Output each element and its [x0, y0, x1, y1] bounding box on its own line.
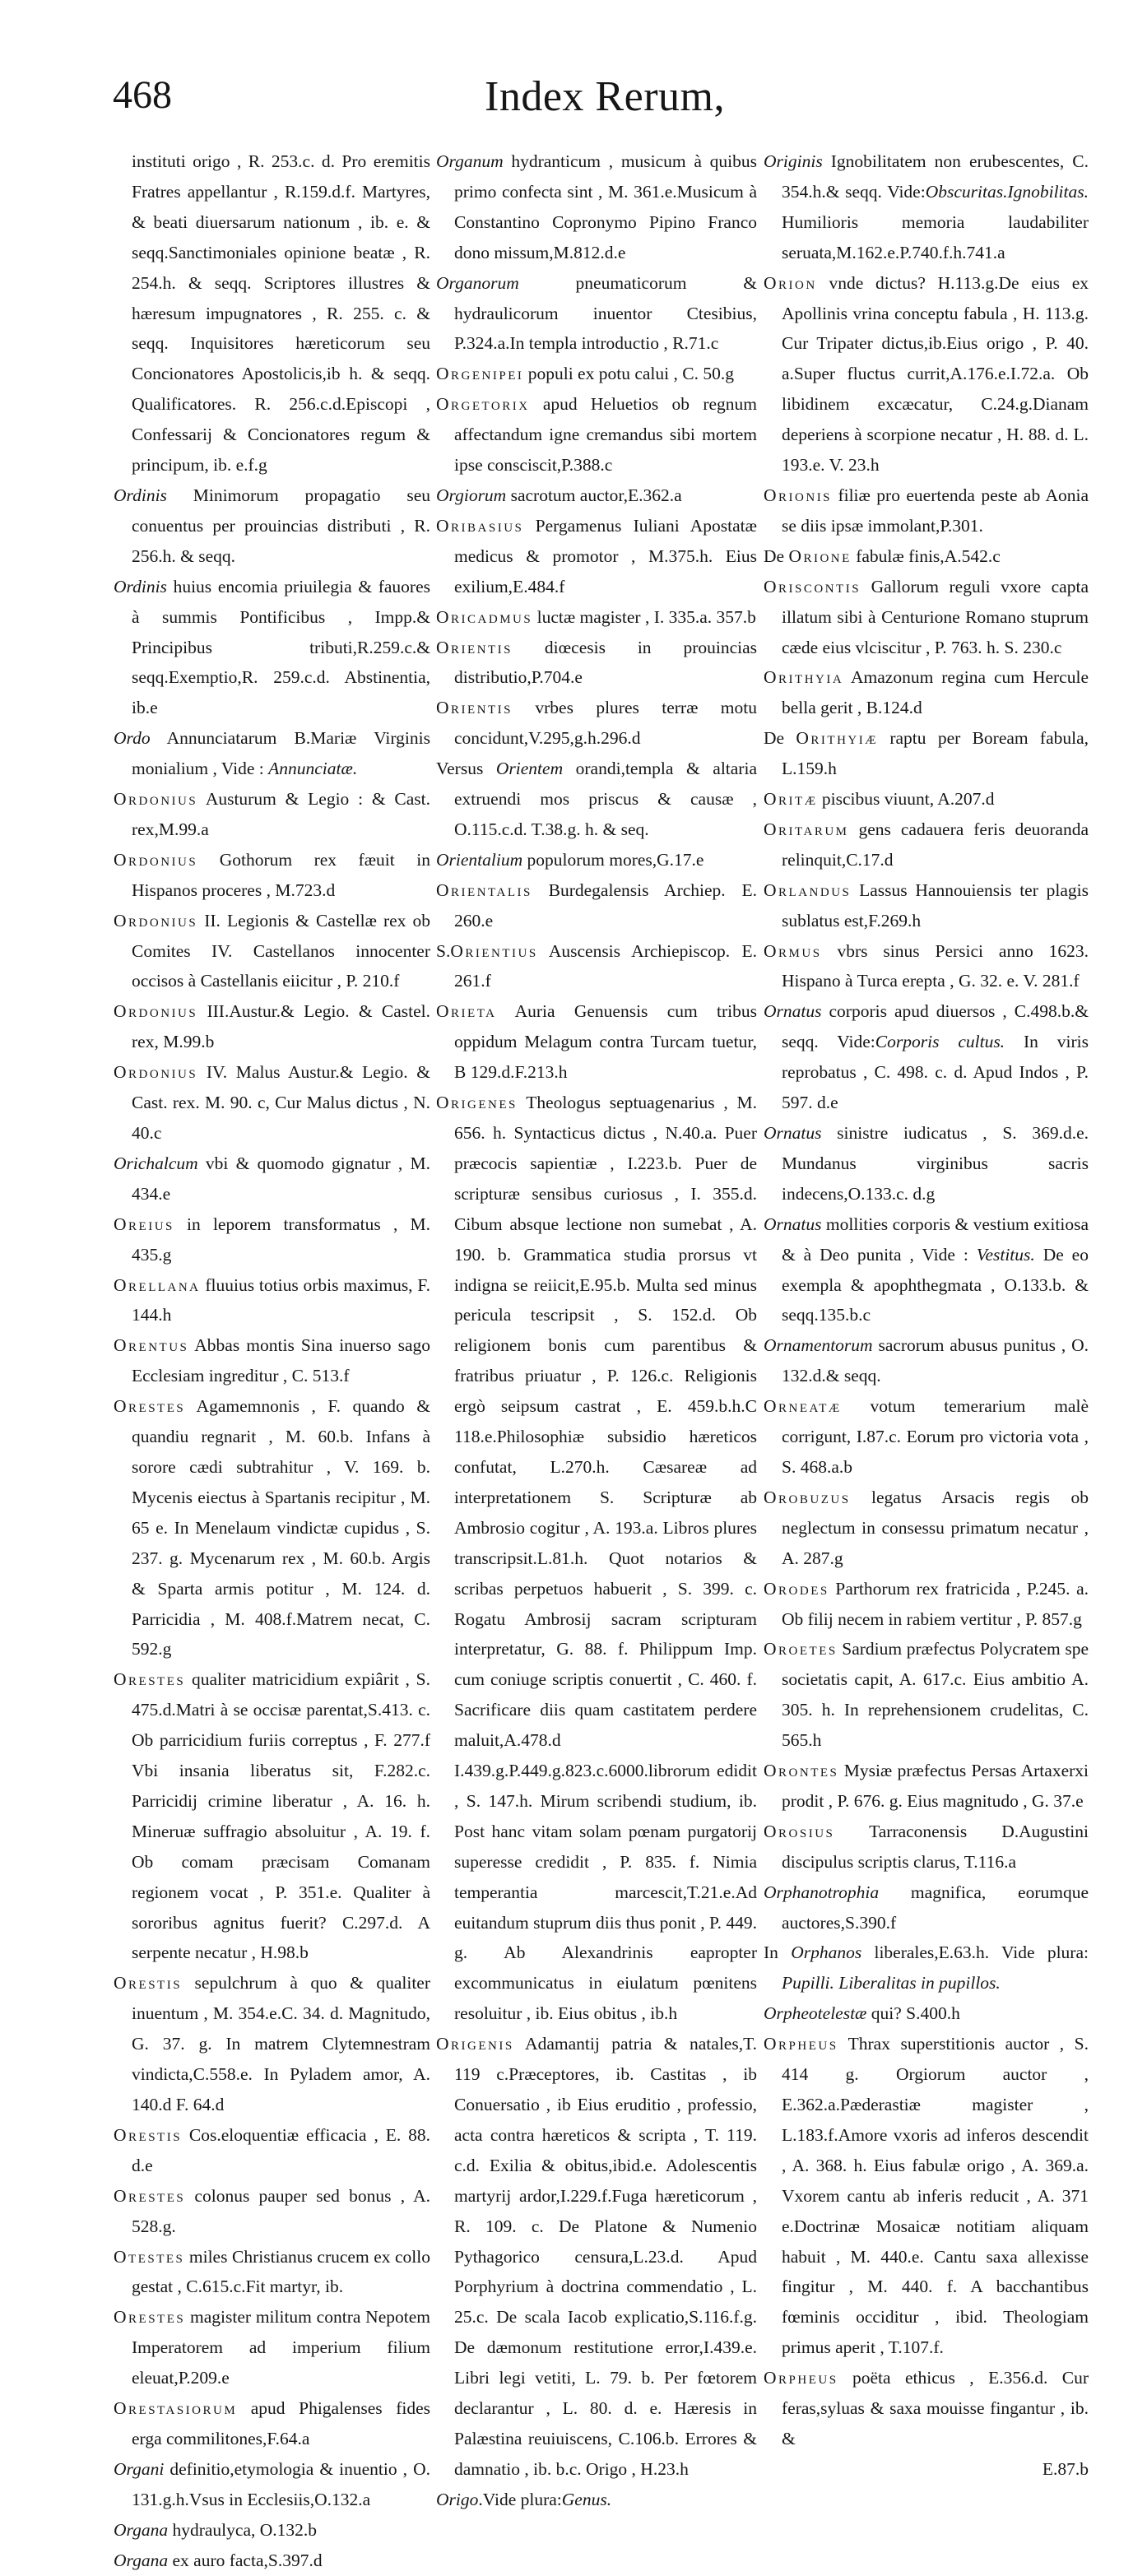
- index-entry: [114, 2302, 430, 2393]
- entry-text: legatus Arsacis regis ob neglectum in consessu primatum necatur , A. 287.g: [782, 1487, 1089, 1568]
- entry-text: apud Heluetios ob regnum affectandum igne cremandus sibi mortem ipse consciscit,P.388.c: [454, 394, 757, 476]
- index-entry: [764, 1998, 1089, 2029]
- entry-cross-reference: Obscuritas.Ignobilitas.: [925, 181, 1089, 202]
- entry-text: qualiter matricidium expiârit , S. 475.d.Matri à se occisæ parentat,S.413. c. Ob parricidium furiis correptus , F. 277.f Vbi insania liberatus sit, F.282.c. Parricidij crimine liberatur , A. 16. h. Mineruæ suffragio absoluitur , A. 19. f. Ob comam præcisam Comanam regionem vocat , P. 351.e. Qualiter à sororibus agnitus fuerit? C.297.d. A serpente necatur , H.98.b: [132, 1669, 430, 1963]
- index-entry: [436, 936, 757, 997]
- entry-headword: Orentus: [114, 1335, 189, 1356]
- entry-text: Burdegalensis Archiep. E. 260.e: [454, 880, 757, 931]
- entry-headword: Orellana: [114, 1274, 201, 1295]
- entry-headword: Orionis: [764, 485, 833, 505]
- entry-prefix: In: [764, 1942, 792, 1963]
- entry-text: huius encomia priuilegia & fauores à summis Pontificibus , Impp.& Principibus tributi,R.259.c.& seqq.Exemptio,R. 259.c.d. Abstinentia, ib.e: [132, 576, 430, 718]
- entry-text: Cos.eloquentiæ efficacia , E. 88. d.e: [132, 2124, 430, 2175]
- entry-text: Abbas montis Sina inuerso sago Ecclesiam ingreditur , C. 513.f: [132, 1335, 430, 1386]
- entry-text: definitio,etymologia & inuentio , O. 131.g.h.Vsus in Ecclesiis,O.132.a: [132, 2458, 430, 2509]
- index-entry: [764, 815, 1089, 875]
- entry-cross-reference: Vestitus.: [976, 1244, 1035, 1265]
- index-entry: [114, 480, 430, 572]
- index-entry: [436, 633, 757, 694]
- index-entry: [764, 1634, 1089, 1756]
- entry-text: vbrs sinus Persici anno 1623. Hispano à Turca erepta , G. 32. e. V. 281.f: [782, 940, 1089, 991]
- index-entry: [436, 2485, 757, 2515]
- entry-headword: Orientalium: [436, 849, 523, 870]
- entry-headword: Organa: [114, 2550, 169, 2570]
- entry-headword: Orlandus: [764, 880, 852, 900]
- entry-text: Auria Genuensis cum tribus oppidum Melagum contra Turcam tuetur, B 129.d.F.213.h: [454, 1001, 757, 1083]
- index-entry: [436, 268, 757, 360]
- index-entry: [114, 845, 430, 906]
- entry-text: Annunciatarum B.Mariæ Virginis monialium , Vide :: [132, 728, 430, 779]
- entry-headword: Ornatus: [764, 1001, 822, 1022]
- entry-text: fluuius totius orbis maximus, F. 144.h: [132, 1274, 430, 1325]
- index-entry: [764, 875, 1089, 936]
- entry-text: III.Austur.& Legio. & Castel. rex, M.99.b: [132, 1001, 430, 1052]
- page-number: 468: [113, 73, 172, 117]
- entry-text-continued: Humilioris memoria laudabiliter seruata,M.162.e.P.740.f.h.741.a: [782, 211, 1089, 262]
- index-entry: [436, 693, 757, 754]
- entry-headword: Orestis: [114, 1973, 183, 1993]
- entry-text-continued: In viris reprobatus , C. 498. c. d. Apud Indos , P. 597. d.e: [782, 1032, 1089, 1113]
- entry-text: Pergamenus Iuliani Apostatæ medicus & promotor , M.375.h. Eius exilium,E.484.f: [454, 515, 757, 596]
- index-column-left: [114, 146, 430, 2576]
- entry-headword: Orneatæ: [764, 1396, 842, 1417]
- entry-text: raptu per Boream fabula, L.159.h: [782, 728, 1089, 779]
- entry-headword: Orestes: [114, 1396, 186, 1417]
- index-entry: [436, 389, 757, 480]
- entry-headword: Orientius: [450, 940, 538, 961]
- entry-cross-reference: Genus.: [561, 2489, 612, 2509]
- index-entry: [764, 268, 1089, 480]
- entry-headword: Origenis: [436, 2034, 514, 2054]
- index-entry: [114, 2454, 430, 2515]
- index-entry: [436, 602, 757, 633]
- entry-headword: Orientis: [436, 637, 513, 657]
- entry-headword: Oroetes: [764, 1639, 838, 1659]
- entry-headword: Ordonius: [114, 789, 198, 810]
- entry-headword: Orientalis: [436, 880, 532, 900]
- entry-text-continued: De eo exempla & apophthegmata , O.133.b. & seqq.135.b.c: [782, 1244, 1089, 1325]
- entry-headword: Otestes: [114, 2246, 185, 2267]
- entry-headword: Oricadmus: [436, 606, 533, 627]
- entry-text: Adamantij patria & natales,T. 119 c.Præceptores, ib. Castitas , ib Conuersatio , ib Eius eruditio , professio, acta contra hæreticos & scripta , T. 119. c.d. Exilia & obitus,ibid.e. Adolescentis martyrij ardor,I.229.f.Fuga hæreticorum , R. 109. c. De Platone & Numenio Pythagorico censura,L.23.d. Apud Porphyrium à doctrina commendatio , L. 25.c. De scala Iacob explicatio,S.116.f.g. De dæmonum restitutione error,I.439.e. Libri legi vetiti, L. 79. b. Per fœtorem declarantur , L. 80. d. e. Hæresis in Palæstina reuiuiscens, C.106.b. Errores & damnatio , ib. b.c. Origo , H.23.h: [454, 2034, 757, 2479]
- entry-prefix: Versus: [436, 759, 496, 779]
- entry-headword: Orestes: [114, 2307, 186, 2328]
- entry-text: IV. Malus Austur.& Legio. & Cast. rex. M. 90. c, Cur Malus dictus , N. 40.c: [132, 1062, 430, 1143]
- entry-text: diœcesis in prouincias distributio,P.704.e: [454, 637, 757, 688]
- index-entry: [764, 146, 1089, 268]
- entry-headword: Ordinis: [114, 576, 167, 596]
- entry-text: Amazonum regina cum Hercule bella gerit , B.124.d: [782, 667, 1089, 718]
- index-entry: [764, 2363, 1089, 2454]
- entry-text: pneumaticorum & hydraulicorum inuentor Ctesibius, P.324.a.In templa introductio , R.71.c: [454, 272, 757, 354]
- index-entry: [114, 1330, 430, 1391]
- index-entry: [764, 936, 1089, 997]
- index-entry: [764, 480, 1089, 541]
- index-entry: [436, 875, 757, 936]
- index-entry: [436, 146, 757, 268]
- index-entry: [764, 723, 1089, 784]
- entry-headword: Oritarum: [764, 819, 849, 839]
- entry-headword: Orieta: [436, 1001, 497, 1022]
- entry-text: Minimorum propagatio seu conuentus per prouincias distributi , R. 256.h. & seqq.: [132, 485, 430, 566]
- entry-text: qui? S.400.h: [866, 2003, 960, 2024]
- entry-text: filiæ pro euertenda peste ab Aonia se diis ipsæ immolant,P.301.: [782, 485, 1089, 536]
- index-entry: [436, 1088, 757, 2029]
- entry-headword: Originis: [764, 151, 823, 171]
- entry-headword: Origo: [436, 2489, 479, 2509]
- entry-headword: Ordonius: [114, 1001, 198, 1022]
- index-entry: [114, 2120, 430, 2181]
- entry-text: populorum mores,G.17.e: [522, 849, 704, 870]
- entry-text: poëta ethicus , E.356.d. Cur feras,syluas & saxa mouisse fingantur , ib. &: [782, 2368, 1089, 2448]
- index-entry: [114, 146, 430, 480]
- entry-text: sepulchrum à quo & qualiter inuentum , M. 354.e.C. 34. d. Magnitudo, G. 37. g. In matrem Clytemnestram vindicta,C.558.e. In Pyladem amor, A. 140.d F. 64.d: [132, 1973, 430, 2114]
- index-entry: [764, 1938, 1089, 1998]
- entry-tail: E.87.b: [1042, 2458, 1089, 2479]
- index-entry: [114, 723, 430, 784]
- entry-text: liberales,E.63.h. Vide plura:: [861, 1942, 1089, 1963]
- entry-text: sacrorum abusus punitus , O. 132.d.& seqq.: [782, 1335, 1089, 1386]
- entry-headword: Organa: [114, 2519, 169, 2540]
- index-entry: [436, 359, 757, 389]
- entry-headword: Oreius: [114, 1214, 174, 1234]
- index-entry: [764, 1118, 1089, 1209]
- entry-headword: Origenes: [436, 1093, 518, 1113]
- entry-headword: Orientis: [436, 698, 513, 718]
- entry-text: Lassus Hannouiensis ter plagis sublatus est,F.269.h: [782, 880, 1089, 931]
- index-entry: [114, 1391, 430, 1664]
- index-entry: [436, 480, 757, 511]
- index-entry: [436, 996, 757, 1088]
- entry-text: colonus pauper sed bonus , A. 528.g.: [132, 2185, 430, 2236]
- entry-text: Ignobilitatem non erubescentes, C. 354.h.& seqq. Vide:: [782, 151, 1089, 202]
- index-entry: [114, 1270, 430, 1331]
- index-entry: [436, 2029, 757, 2485]
- index-entry: [764, 1483, 1089, 1574]
- entry-text: magister militum contra Nepotem Imperatorem ad imperium filium eleuat,P.209.e: [132, 2307, 430, 2388]
- entry-text: .Vide plura:: [478, 2489, 562, 2509]
- entry-headword: Organorum: [436, 272, 519, 293]
- index-entry: [764, 572, 1089, 663]
- entry-headword: Oribasius: [436, 515, 524, 536]
- index-entry: [764, 1330, 1089, 1391]
- entry-headword: Orestes: [114, 1669, 186, 1690]
- index-entry: [764, 1209, 1089, 1331]
- entry-text: vnde dictus? H.113.g.De eius ex Apollinis vrina conceptu fabula , H. 113.g. Cur Tripater dictus,ib.Eius origo , P. 40. a.Super fluctus currit,A.176.e.I.72.a. Ob libidinem excæcatur, C.24.g.Dianam deperiens à scorpione necatur , H. 88. d. L. 193.e. V. 23.h: [782, 272, 1089, 476]
- entry-headword: Organi: [114, 2458, 165, 2479]
- entry-text: Thrax superstitionis auctor , S. 414 g. Orgiorum auctor , E.362.a.Pæderastiæ magister , L.183.f.Amore vxoris ad inferos descendit , A. 368. h. Eius fabulæ origo , A. 369.a. Vxorem cantu ab inferis reducit , A. 371 e.Doctrinæ Mosaicæ notitiam aliquam habuit , M. 440.e. Cantu saxa allexisse fingitur , M. 440. f. A bacchantibus fœminis occiditur , ibid. Theologiam primus aperit , T.107.f.: [782, 2034, 1089, 2358]
- entry-text: miles Christianus crucem ex collo gestat , C.615.c.Fit martyr, ib.: [132, 2246, 430, 2297]
- entry-text: Gallorum reguli vxore capta illatum sibi à Centurione Romano stuprum cæde eius vlciscitur , P. 763. h. S. 230.c: [782, 576, 1089, 657]
- entry-headword: Orestes: [114, 2185, 186, 2206]
- entry-headword: Orodes: [764, 1578, 829, 1599]
- entry-headword: Ordonius: [114, 849, 198, 870]
- entry-headword: Ormus: [764, 940, 822, 961]
- index-entry: [764, 1817, 1089, 1877]
- entry-text: Mysiæ præfectus Persas Artaxerxi prodit , P. 676. g. Eius magnitudo , G. 37.e: [782, 1761, 1089, 1811]
- index-entry: [114, 1057, 430, 1149]
- entry-prefix: De: [764, 545, 789, 566]
- entry-text: orandi,templa & altaria extruendi mos priscus & causæ , O.115.c.d. T.38.g. h. & seq.: [454, 759, 757, 839]
- entry-text: ex auro facta,S.397.d: [168, 2550, 323, 2570]
- entry-text: gens cadauera feris deuoranda relinquit,C.17.d: [782, 819, 1089, 870]
- entry-text: corporis apud diuersos , C.498.b.& seqq. Vide:: [782, 1001, 1089, 1052]
- entry-headword: Orphanos: [791, 1942, 862, 1963]
- entry-headword: Orichalcum: [114, 1153, 198, 1173]
- entry-headword: Orontes: [764, 1761, 839, 1781]
- entry-headword: Orpheus: [764, 2034, 838, 2054]
- index-entry: [114, 572, 430, 724]
- entry-text: vrbes plures terræ motu concidunt,V.295,g.h.296.d: [454, 698, 757, 749]
- entry-headword: Ornatus: [764, 1123, 822, 1143]
- index-entry: [114, 2181, 430, 2242]
- entry-text: Gothorum rex fæuit in Hispanos proceres , M.723.d: [132, 849, 430, 900]
- index-entry: [114, 784, 430, 845]
- entry-cross-reference: Pupilli. Liberalitas in pupillos.: [782, 1973, 1001, 1993]
- entry-text: Parthorum rex fratricida , P.245. a. Ob filij necem in rabiem vertitur , P. 857.g: [782, 1578, 1089, 1629]
- index-entry: [764, 784, 1089, 815]
- entry-headword: Orestis: [114, 2124, 183, 2145]
- entry-text: hydraulyca, O.132.b: [168, 2519, 318, 2540]
- entry-text: vbi & quomodo gignatur , M. 434.e: [132, 1153, 430, 1204]
- entry-headword: Orobuzus: [764, 1487, 851, 1507]
- entry-headword: Orphanotrophia: [764, 1882, 880, 1902]
- entry-text: hydranticum , musicum à quibus primo confecta sint , M. 361.e.Musicum à Constantino Copronymo Pipino Franco dono missum,M.812.d.e: [454, 151, 757, 262]
- entry-text: Theologus septuagenarius , M. 656. h. Syntacticus dictus , N.40.a. Puer præcocis sapientiæ , I.223.b. Puer de scripturæ sensibus curiosus , I. 355.d. Cibum absque lectione non sumebat , A. 190. b. Grammatica studia prorsus vt indigna se reiicit,E.95.b. Multa sed minus pericula tescripsit , S. 152.d. Ob religionem bonis cum parentibus & fratribus priuatur , P. 126.c. Religionis ergò seipsum castrat , E. 459.b.h.C 118.e.Philosophiæ subsidio hæreticos confutat, L.270.h. Cæsareæ ad interpretationem S. Scripturæ ab Ambrosio cogitur , A. 193.a. Libros plures transcripsit.L.81.h. Quot notarios & scribas perpetuos habuerit , S. 399. c. Rogatu Ambrosij sacram scripturam interpretatur, G. 88. f. Philippum Imp. cum coniuge scriptis conuertit , C. 460. f. Sacrificare diis quam castitatem perdere maluit,A.478.d I.439.g.P.449.g.823.c.6000.librorum edidit , S. 147.h. Mirum scribendi studium, ib. Post hanc vitam solam pœnam purgatorij superesse credidit , P. 835. f. Nimia temperantia marcescit,T.21.e.Ad euitandum stuprum diis thus ponit , P. 449. g. Ab Alexandrinis eapropter excommunicatus in eiulatum pœnitens resoluitur , ib. Eius obitus , ib.h: [454, 1093, 757, 2024]
- entry-headword: Ornamentorum: [764, 1335, 873, 1356]
- entry-text: sacrotum auctor,E.362.a: [506, 485, 682, 505]
- entry-text: sinistre iudicatus , S. 369.d.e. Mundanus virginibus sacris indecens,O.133.c. d.g: [782, 1123, 1089, 1204]
- entry-headword: Orithyia: [764, 667, 844, 688]
- entry-headword: Ordinis: [114, 485, 167, 505]
- entry-text: in leporem transformatus , M. 435.g: [132, 1214, 430, 1265]
- entry-headword: Orestasiorum: [114, 2398, 238, 2419]
- entry-headword: Orgiorum: [436, 485, 507, 505]
- entry-text: piscibus viuunt, A.207.d: [817, 789, 995, 810]
- entry-prefix: S.: [436, 940, 451, 961]
- entry-headword: Orpheus: [764, 2368, 838, 2388]
- index-entry: [764, 1391, 1089, 1483]
- index-entry: [114, 1209, 430, 1270]
- index-entry: [764, 662, 1089, 723]
- entry-headword: Oritæ: [764, 789, 818, 810]
- index-entry: [114, 1968, 430, 2120]
- entry-prefix: De: [764, 728, 796, 749]
- entry-text: Sardium præfectus Polycratem spe societatis capit, A. 617.c. Eius ambitio A. 305. h. In reprehensionem crudelitas, C. 565.h: [782, 1639, 1089, 1751]
- entry-text: II. Legionis & Castellæ rex ob Comites IV. Castellanos innocenter occisos à Castellanis eiicitur , P. 210.f: [132, 910, 430, 991]
- index-entry: [436, 845, 757, 875]
- index-entry: [764, 541, 1089, 572]
- index-entry: [114, 906, 430, 997]
- index-entry: [764, 1574, 1089, 1635]
- index-entry: [114, 2546, 430, 2576]
- entry-text: votum temerarium malè corrigunt, I.87.c. Eorum pro victoria vota , S. 468.a.b: [782, 1396, 1089, 1477]
- entry-headword: Organum: [436, 151, 504, 171]
- index-entry: [764, 996, 1089, 1118]
- index-entry: [764, 1877, 1089, 1938]
- index-entry: [436, 511, 757, 602]
- entry-headword: Orosius: [764, 1821, 835, 1841]
- entry-headword: Ordonius: [114, 910, 198, 931]
- index-entry: [114, 2393, 430, 2454]
- index-entry: [114, 2515, 430, 2546]
- entry-headword: Ornatus: [764, 1214, 822, 1234]
- entry-headword: Orientem: [495, 759, 564, 779]
- entry-text: luctæ magister , I. 335.a. 357.b: [532, 606, 756, 627]
- entry-text: apud Phigalenses fides erga commilitones,F.64.a: [132, 2398, 430, 2448]
- entry-headword: Ordo: [114, 728, 151, 749]
- entry-headword: Orgenipei: [436, 364, 524, 384]
- entry-text: instituti origo , R. 253.c. d. Pro eremitis Fratres appellantur , R.159.d.f. Martyres, & beati diuersarum nationum , ib. e. & seqq.Sanctimoniales opinione beatæ , R. 254.h. & seqq. Scriptores illustres & hæresum impugnatores , R. 255. c. & seqq. Inquisitores hæreticorum seu Concionatores Apostolicis,ib h. & seqq. Qualificatores. R. 256.c.d.Episcopi , Confessarij & Concionatores regum & principum, ib. e.f.g: [132, 151, 430, 476]
- entry-text: Tarraconensis D.Augustini discipulus scriptis clarus, T.116.a: [782, 1821, 1089, 1872]
- index-column-middle: [436, 146, 757, 2515]
- running-head: Index Rerum,: [485, 73, 725, 120]
- entry-text: mollities corporis & vestium exitiosa & à Deo punita , Vide :: [782, 1214, 1089, 1265]
- entry-text: Agamemnonis , F. quando & quandiu regnarit , M. 60.b. Infans à sorore cædi subtrahitur , V. 169. b. Mycenis eiectus à Spartanis recipitur , M. 65 e. In Menelaum vindictæ cupidus , S. 237. g. Mycenarum rex , M. 60.b. Argis & Sparta armis potitur , M. 124. d. Parricidia , M. 408.f.Matrem necat, C. 592.g: [132, 1396, 430, 1659]
- entry-headword: Orpheotelestæ: [764, 2003, 867, 2024]
- index-entry: [114, 2242, 430, 2303]
- index-entry: [764, 1756, 1089, 1817]
- index-column-right: [764, 146, 1089, 2485]
- entry-cross-reference: Corporis cultus.: [875, 1032, 1005, 1052]
- entry-text: magnifica, eorumque auctores,S.390.f: [782, 1882, 1089, 1933]
- entry-cross-reference: Annunciatæ.: [268, 759, 358, 779]
- index-entry: [436, 754, 757, 845]
- entry-headword: Orithyiæ: [796, 728, 879, 749]
- index-entry: [764, 2029, 1089, 2363]
- entry-text: Auscensis Archiepiscop. E. 261.f: [454, 940, 757, 991]
- entry-headword: Orione: [788, 545, 852, 566]
- index-entry: [114, 1149, 430, 1209]
- entry-headword: Oriscontis: [764, 576, 861, 596]
- index-entry: [114, 1664, 430, 1968]
- index-entry: [114, 996, 430, 1057]
- entry-text: fabulæ finis,A.542.c: [851, 545, 1001, 566]
- entry-text: populi ex potu calui , C. 50.g: [523, 364, 734, 384]
- entry-headword: Ordonius: [114, 1062, 198, 1083]
- entry-headword: Orgetorix: [436, 394, 530, 415]
- entry-text: Austurum & Legio : & Cast. rex,M.99.a: [132, 789, 430, 839]
- entry-headword: Orion: [764, 272, 817, 293]
